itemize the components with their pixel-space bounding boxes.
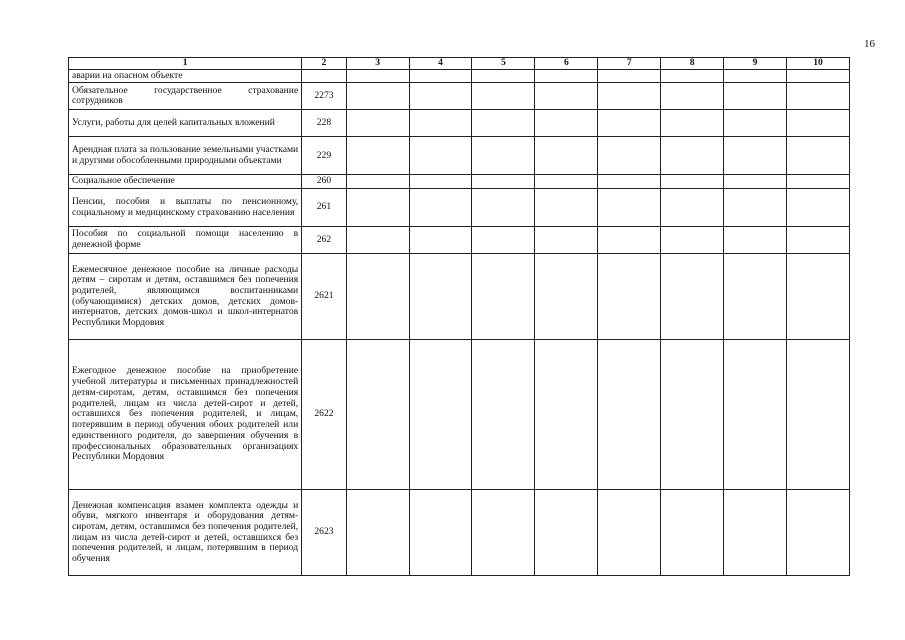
value-cell-col-5 bbox=[472, 227, 535, 254]
value-cell-col-5 bbox=[472, 189, 535, 227]
value-cell-col-4 bbox=[409, 490, 472, 576]
value-cell-col-7 bbox=[598, 340, 661, 490]
value-cell-col-6 bbox=[535, 227, 598, 254]
value-cell-col-10 bbox=[787, 175, 850, 189]
value-cell-col-4 bbox=[409, 254, 472, 340]
row-code-cell: 228 bbox=[302, 110, 346, 137]
column-header-1: 1 bbox=[69, 58, 302, 70]
row-name-cell: Социальное обеспечение bbox=[69, 175, 302, 189]
value-cell-col-6 bbox=[535, 110, 598, 137]
value-cell-col-5 bbox=[472, 490, 535, 576]
table-row bbox=[69, 254, 850, 340]
value-cell-col-8 bbox=[661, 227, 724, 254]
value-cell-col-7 bbox=[598, 490, 661, 576]
value-cell-col-3 bbox=[346, 189, 409, 227]
column-header-3: 3 bbox=[346, 58, 409, 70]
table-row bbox=[69, 175, 850, 189]
column-header-4: 4 bbox=[409, 58, 472, 70]
table-row bbox=[69, 227, 850, 254]
table-row bbox=[69, 110, 850, 137]
value-cell-col-9 bbox=[724, 69, 787, 83]
value-cell-col-10 bbox=[787, 110, 850, 137]
row-code-cell: 2622 bbox=[302, 340, 346, 490]
report-table bbox=[68, 57, 850, 576]
value-cell-col-7 bbox=[598, 137, 661, 175]
value-cell-col-4 bbox=[409, 189, 472, 227]
value-cell-col-5 bbox=[472, 254, 535, 340]
value-cell-col-9 bbox=[724, 189, 787, 227]
row-name-cell: Денежная компенсация взамен комплекта одежды и обуви, мягкого инвентаря и оборудования детям-сиротам, детям, оставшимся без попечения родителей, лицам из числа детей-сирот и детей, оставшихся без попечения родителей, и лицам, потерявшим в период обучения bbox=[69, 490, 302, 576]
value-cell-col-10 bbox=[787, 137, 850, 175]
value-cell-col-10 bbox=[787, 227, 850, 254]
table-body bbox=[69, 69, 850, 575]
value-cell-col-9 bbox=[724, 490, 787, 576]
value-cell-col-8 bbox=[661, 110, 724, 137]
column-header-8: 8 bbox=[661, 58, 724, 70]
row-name-cell: Пенсии, пособия и выплаты по пенсионному, социальному и медицинскому страхованию населения bbox=[69, 189, 302, 227]
value-cell-col-6 bbox=[535, 340, 598, 490]
value-cell-col-9 bbox=[724, 254, 787, 340]
value-cell-col-10 bbox=[787, 254, 850, 340]
value-cell-col-3 bbox=[346, 340, 409, 490]
value-cell-col-6 bbox=[535, 175, 598, 189]
value-cell-col-9 bbox=[724, 340, 787, 490]
value-cell-col-4 bbox=[409, 227, 472, 254]
value-cell-col-7 bbox=[598, 227, 661, 254]
column-header-6: 6 bbox=[535, 58, 598, 70]
row-name-cell: Ежемесячное денежное пособие на личные расходы детям – сиротам и детям, оставшимся без попечения родителей, являющимся воспитанниками (обучающимися) детских домов, детских домов-интернатов, детских домов-школ и школ-интернатов Республики Мордовия bbox=[69, 254, 302, 340]
value-cell-col-8 bbox=[661, 340, 724, 490]
value-cell-col-4 bbox=[409, 137, 472, 175]
value-cell-col-8 bbox=[661, 490, 724, 576]
header-row bbox=[69, 58, 850, 70]
value-cell-col-8 bbox=[661, 175, 724, 189]
row-code-cell: 229 bbox=[302, 137, 346, 175]
page-number: 16 bbox=[864, 38, 875, 50]
row-code-cell: 261 bbox=[302, 189, 346, 227]
row-name-cell: Арендная плата за пользование земельными участками и другими обособленными природными объектами bbox=[69, 137, 302, 175]
value-cell-col-4 bbox=[409, 175, 472, 189]
row-code-cell: 2273 bbox=[302, 83, 346, 110]
value-cell-col-5 bbox=[472, 137, 535, 175]
column-header-7: 7 bbox=[598, 58, 661, 70]
value-cell-col-5 bbox=[472, 83, 535, 110]
value-cell-col-7 bbox=[598, 254, 661, 340]
value-cell-col-9 bbox=[724, 227, 787, 254]
row-code-cell: 2623 bbox=[302, 490, 346, 576]
value-cell-col-4 bbox=[409, 340, 472, 490]
value-cell-col-6 bbox=[535, 189, 598, 227]
value-cell-col-8 bbox=[661, 189, 724, 227]
value-cell-col-5 bbox=[472, 69, 535, 83]
table-row bbox=[69, 137, 850, 175]
value-cell-col-3 bbox=[346, 175, 409, 189]
value-cell-col-3 bbox=[346, 254, 409, 340]
row-code-cell: 2621 bbox=[302, 254, 346, 340]
value-cell-col-5 bbox=[472, 340, 535, 490]
value-cell-col-9 bbox=[724, 175, 787, 189]
value-cell-col-6 bbox=[535, 490, 598, 576]
column-header-2: 2 bbox=[302, 58, 346, 70]
row-name-cell: аварии на опасном объекте bbox=[69, 69, 302, 83]
value-cell-col-8 bbox=[661, 69, 724, 83]
value-cell-col-7 bbox=[598, 83, 661, 110]
value-cell-col-10 bbox=[787, 189, 850, 227]
value-cell-col-9 bbox=[724, 110, 787, 137]
table-row bbox=[69, 83, 850, 110]
value-cell-col-3 bbox=[346, 69, 409, 83]
value-cell-col-6 bbox=[535, 137, 598, 175]
value-cell-col-7 bbox=[598, 69, 661, 83]
value-cell-col-3 bbox=[346, 490, 409, 576]
row-name-cell: Обязательное государственное страхование сотрудников bbox=[69, 83, 302, 110]
value-cell-col-8 bbox=[661, 254, 724, 340]
row-name-cell: Ежегодное денежное пособие на приобретение учебной литературы и письменных принадлежностей детям-сиротам, детям, оставшимся без попечения родителей, лицам из числа детей-сирот и детей, оставшихся без попечения родителей, и лицам, потерявшим в период обучения обоих родителей или единственного родителя, до завершения обучения в профессиональных образовательных организациях Республики Мордовия bbox=[69, 340, 302, 490]
row-code-cell bbox=[302, 69, 346, 83]
value-cell-col-10 bbox=[787, 490, 850, 576]
column-header-10: 10 bbox=[787, 58, 850, 70]
value-cell-col-8 bbox=[661, 83, 724, 110]
value-cell-col-10 bbox=[787, 340, 850, 490]
row-code-cell: 260 bbox=[302, 175, 346, 189]
value-cell-col-5 bbox=[472, 110, 535, 137]
table-row bbox=[69, 340, 850, 490]
value-cell-col-7 bbox=[598, 175, 661, 189]
row-name-cell: Услуги, работы для целей капитальных вложений bbox=[69, 110, 302, 137]
table-row bbox=[69, 490, 850, 576]
row-name-cell: Пособия по социальной помощи населению в денежной форме bbox=[69, 227, 302, 254]
row-code-cell: 262 bbox=[302, 227, 346, 254]
column-header-5: 5 bbox=[472, 58, 535, 70]
value-cell-col-7 bbox=[598, 189, 661, 227]
value-cell-col-4 bbox=[409, 110, 472, 137]
value-cell-col-4 bbox=[409, 83, 472, 110]
value-cell-col-8 bbox=[661, 137, 724, 175]
value-cell-col-10 bbox=[787, 83, 850, 110]
value-cell-col-3 bbox=[346, 227, 409, 254]
value-cell-col-9 bbox=[724, 137, 787, 175]
value-cell-col-3 bbox=[346, 110, 409, 137]
value-cell-col-10 bbox=[787, 69, 850, 83]
value-cell-col-6 bbox=[535, 69, 598, 83]
table-row bbox=[69, 69, 850, 83]
value-cell-col-7 bbox=[598, 110, 661, 137]
value-cell-col-6 bbox=[535, 254, 598, 340]
value-cell-col-5 bbox=[472, 175, 535, 189]
value-cell-col-4 bbox=[409, 69, 472, 83]
value-cell-col-3 bbox=[346, 137, 409, 175]
value-cell-col-9 bbox=[724, 83, 787, 110]
table-row bbox=[69, 189, 850, 227]
column-header-9: 9 bbox=[724, 58, 787, 70]
value-cell-col-3 bbox=[346, 83, 409, 110]
value-cell-col-6 bbox=[535, 83, 598, 110]
